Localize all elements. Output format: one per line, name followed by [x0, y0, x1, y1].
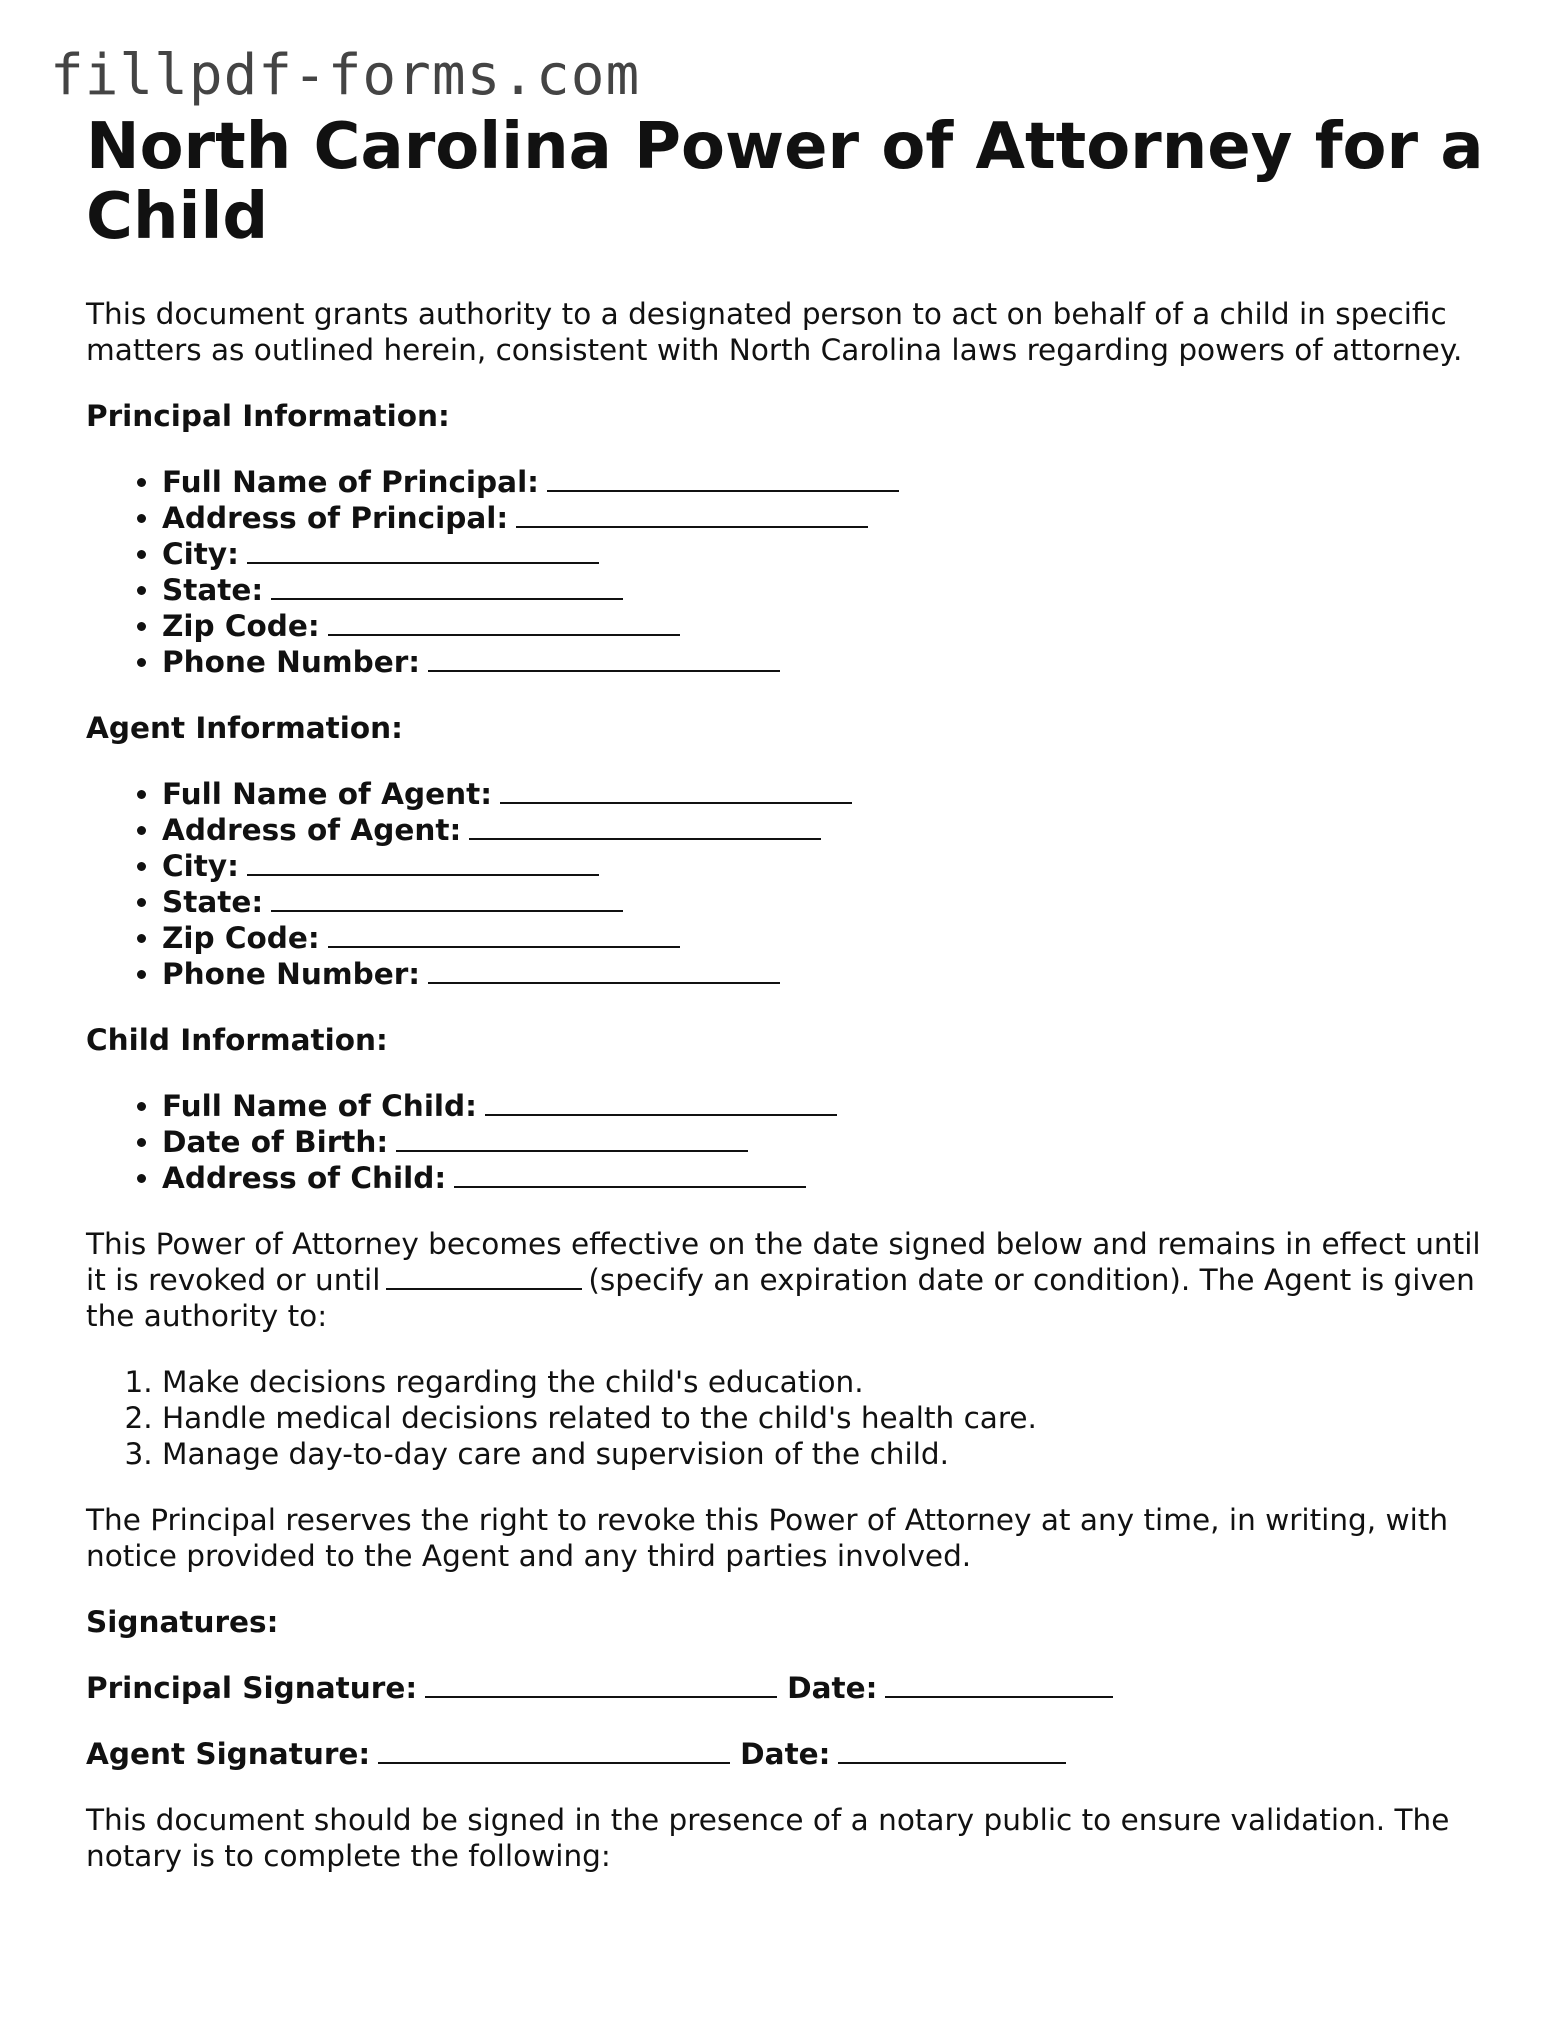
watermark: fillpdf-forms.com	[50, 43, 641, 108]
principal-city-field[interactable]	[247, 536, 599, 564]
principal-signature-field[interactable]	[425, 1670, 777, 1698]
list-item: • Phone Number:	[162, 956, 1486, 992]
principal-full-name-field[interactable]	[547, 464, 899, 492]
document-title: North Carolina Power of Attorney for a Child	[86, 110, 1484, 254]
agent-state-field[interactable]	[271, 884, 623, 912]
effective-paragraph: This Power of Attorney becomes effective on the date signed below and remains in effect until it is revoked or until (specify an expiration date or condition). The Agent is given the authority to:	[86, 1227, 1481, 1333]
list-item: • Address of Agent:	[162, 812, 1486, 848]
list-item: • Address of Child:	[162, 1160, 1486, 1196]
intro-paragraph: This document grants authority to a designated person to act on behalf of a child in specific matters as outlined herein, consistent with North Carolina laws regarding powers of attorney.	[86, 297, 1463, 367]
list-item: • Full Name of Agent:	[162, 776, 1486, 812]
child-full-name-field[interactable]	[485, 1088, 837, 1116]
authority-list	[86, 1364, 1486, 1472]
principal-zip-field[interactable]	[328, 608, 680, 636]
principal-fields	[86, 464, 1486, 680]
list-item: • State:	[162, 572, 1486, 608]
principal-address-field[interactable]	[516, 500, 868, 528]
agent-address-field[interactable]	[469, 812, 821, 840]
principal-signature-line: Principal Signature: Date:	[86, 1670, 1486, 1706]
agent-fields	[86, 776, 1486, 992]
list-item: • Full Name of Principal:	[162, 464, 1486, 500]
child-heading: Child Information:	[86, 1023, 388, 1057]
agent-phone-field[interactable]	[428, 956, 780, 984]
list-item: 1. Make decisions regarding the child's education.	[162, 1364, 1486, 1400]
principal-heading: Principal Information:	[86, 399, 450, 433]
list-item: • Zip Code:	[162, 920, 1486, 956]
agent-signature-line: Agent Signature: Date:	[86, 1736, 1486, 1772]
list-item: • State:	[162, 884, 1486, 920]
agent-zip-field[interactable]	[328, 920, 680, 948]
agent-signature-field[interactable]	[378, 1736, 730, 1764]
list-item: • Full Name of Child:	[162, 1088, 1486, 1124]
child-dob-field[interactable]	[396, 1124, 748, 1152]
agent-date-field[interactable]	[838, 1736, 1066, 1764]
list-item: • Zip Code:	[162, 608, 1486, 644]
document-page	[86, 112, 1486, 1874]
notary-paragraph: This document should be signed in the presence of a notary public to ensure validation. The notary is to complete the following:	[86, 1803, 1450, 1873]
child-fields	[86, 1088, 1486, 1196]
agent-city-field[interactable]	[247, 848, 599, 876]
list-item: • Address of Principal:	[162, 500, 1486, 536]
principal-state-field[interactable]	[271, 572, 623, 600]
child-address-field[interactable]	[454, 1160, 806, 1188]
list-item: • Date of Birth:	[162, 1124, 1486, 1160]
agent-heading: Agent Information:	[86, 711, 403, 745]
principal-date-field[interactable]	[885, 1670, 1113, 1698]
list-item: 3. Manage day-to-day care and supervision of the child.	[162, 1436, 1486, 1472]
principal-phone-field[interactable]	[428, 644, 780, 672]
list-item: • City:	[162, 848, 1486, 884]
list-item: • Phone Number:	[162, 644, 1486, 680]
signatures-heading: Signatures:	[86, 1605, 279, 1639]
revocation-paragraph: The Principal reserves the right to revoke this Power of Attorney at any time, in writing, with notice provided to the Agent and any third parties involved.	[86, 1503, 1449, 1573]
agent-full-name-field[interactable]	[500, 776, 852, 804]
list-item: 2. Handle medical decisions related to the child's health care.	[162, 1400, 1486, 1436]
expiration-field[interactable]	[386, 1262, 582, 1290]
list-item: • City:	[162, 536, 1486, 572]
